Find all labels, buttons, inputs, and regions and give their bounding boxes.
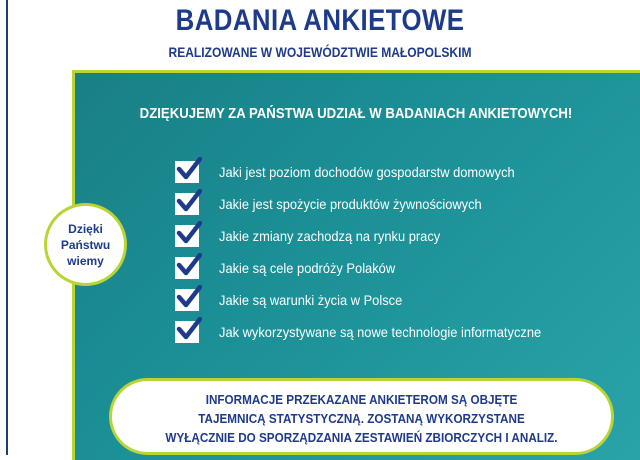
- page-title: BADANIA ANKIETOWE: [175, 4, 465, 37]
- notice-line: INFORMACJE PRZEKAZANE ANKIETEROM SĄ OBJĘTE: [205, 392, 518, 407]
- thanks-circle-badge: [44, 203, 127, 286]
- thanks-heading: DZIĘKUJEMY ZA PAŃSTWA UDZIAŁ W BADANIACH ANKIETOWYCH!: [139, 105, 573, 122]
- circle-line: wiemy: [67, 253, 104, 268]
- list-item-text: Jakie zmiany zachodzą na rynku pracy: [219, 228, 441, 244]
- list-item-text: Jakie jest spożycie produktów żywnościowych: [219, 196, 482, 212]
- circle-line: Państwu: [60, 237, 111, 252]
- list-item-text: Jaki jest poziom dochodów gospodarstw domowych: [219, 164, 515, 180]
- checkmark-icon: [175, 225, 199, 247]
- list-item-text: Jak wykorzystywane są nowe technologie informatyczne: [219, 324, 542, 340]
- checkmark-icon: [175, 161, 199, 183]
- notice-line: WYŁĄCZNIE DO SPORZĄDZANIA ZESTAWIEŃ ZBIORCZYCH I ANALIZ.: [165, 430, 558, 445]
- circle-line: Dzięki: [68, 221, 103, 236]
- left-edge-rule: [6, 0, 8, 455]
- confidentiality-notice: [109, 378, 614, 455]
- checkmark-icon: [175, 289, 199, 311]
- list-item-text: Jakie są cele podróży Polaków: [219, 260, 396, 276]
- notice-line: TAJEMNICĄ STATYSTYCZNĄ. ZOSTANĄ WYKORZYSTANE: [198, 411, 525, 426]
- list-item-text: Jakie są warunki życia w Polsce: [219, 292, 403, 308]
- checkmark-icon: [175, 321, 199, 343]
- checkmark-icon: [175, 193, 199, 215]
- page-subtitle: REALIZOWANE W WOJEWÓDZTWIE MAŁOPOLSKIM: [168, 44, 472, 60]
- checkmark-icon: [175, 257, 199, 279]
